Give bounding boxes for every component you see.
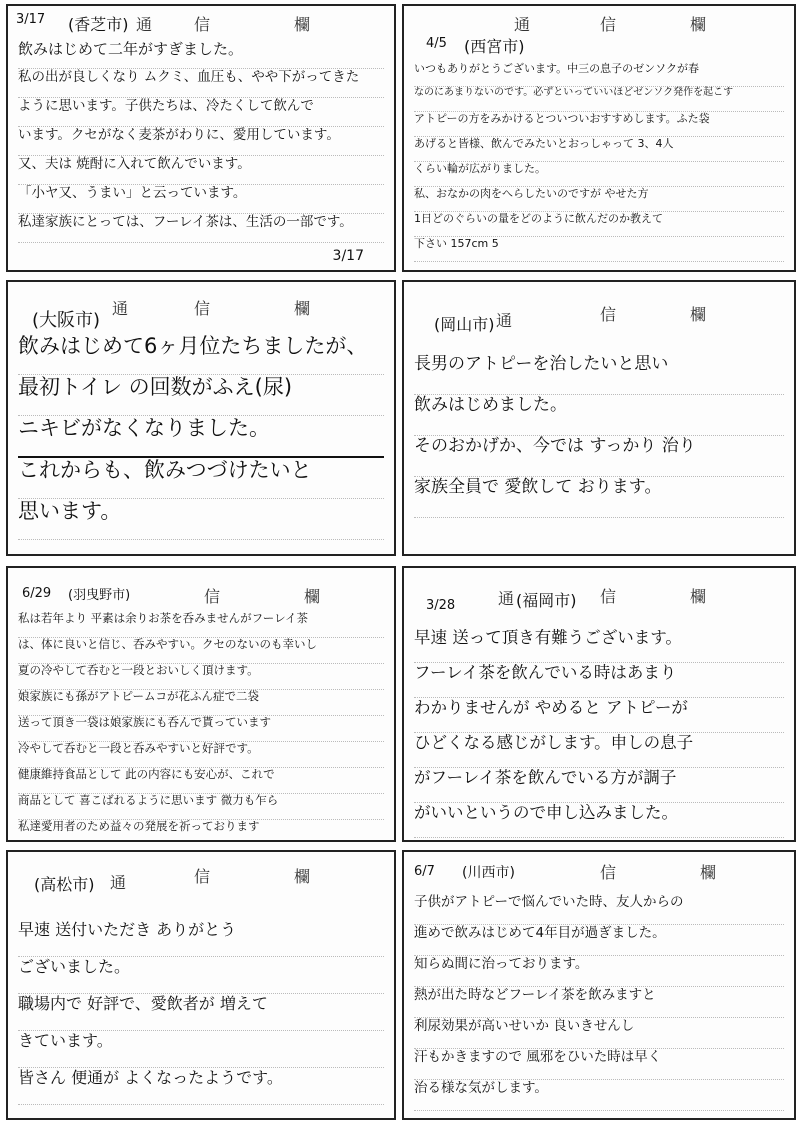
- header-ran: 欄: [690, 305, 707, 324]
- text-line: 思います。: [18, 499, 384, 540]
- text-line: 進めで飲みはじめて4年目が過ぎました。: [414, 925, 784, 956]
- card-location: (西宮市): [464, 37, 525, 56]
- header-tsu: 通: [110, 873, 127, 892]
- text-line: 私達愛用者のため益々の発展を祈っております: [18, 820, 384, 842]
- text-line: 冷やして呑むと一段と呑みやすいと好評です。: [18, 742, 384, 768]
- card-header: [8, 6, 394, 40]
- card-location: (大阪市): [32, 310, 101, 331]
- header-tsu: 通: [136, 15, 153, 34]
- text-line: 夏の冷やして呑むと一段とおいしく頂けます。: [18, 664, 384, 690]
- header-ran: 欄: [294, 15, 311, 34]
- postcard-habikino: [6, 566, 396, 842]
- text-line: あげると皆様、飲んでみたいとおっしゃって 3、4人: [414, 137, 784, 162]
- text-line: 早速 送付いただき ありがとう: [18, 920, 384, 957]
- header-ran: 欄: [690, 15, 707, 34]
- text-line: 子供がアトピーで悩んでいた時、友人からの: [414, 894, 784, 925]
- card-header: [8, 282, 394, 330]
- text-line: 私達家族にとっては、フーレイ茶は、生活の一部です。: [18, 214, 384, 243]
- text-line: 1日どのぐらいの量をどのように飲んだのか教えて: [414, 212, 784, 237]
- signature-date: 3/17: [332, 248, 364, 264]
- text-line: アトピーの方をみかけるとついついおすすめします。ふた袋: [414, 112, 784, 137]
- text-line: 早速 送って頂き有難うございます。: [414, 628, 784, 663]
- header-ran: 欄: [294, 299, 311, 318]
- header-shin: 信: [600, 863, 617, 882]
- text-line: ように思います。子供たちは、冷たくして飲んで: [18, 98, 384, 127]
- text-line: 飲みはじめて二年がすぎました。: [18, 40, 384, 69]
- text-line: 健康維持食品として 此の内容にも安心が、これで: [18, 768, 384, 794]
- text-line: ございました。: [18, 957, 384, 994]
- header-shin: 信: [194, 867, 211, 886]
- card-location: (福岡市): [516, 591, 577, 610]
- text-line: 知らぬ間に治っております。: [414, 956, 784, 987]
- text-line: 治る様な気がします。: [414, 1080, 784, 1111]
- card-body: [8, 330, 394, 540]
- text-line: 私の出が良しくなり ムクミ、血圧も、やや下がってきた: [18, 69, 384, 98]
- postcard-okayama: [402, 280, 796, 556]
- header-ran: 欄: [294, 867, 311, 886]
- card-header: [404, 6, 794, 56]
- card-date: 4/5: [426, 36, 447, 51]
- text-line: これからも、飲みつづけたいと: [18, 458, 384, 499]
- text-line: 飲みはじめました。: [414, 395, 784, 436]
- text-line: そのおかげか、今では すっかり 治り: [414, 436, 784, 477]
- text-line: わかりませんが やめると アトピーが: [414, 698, 784, 733]
- card-location: (香芝市): [68, 15, 129, 34]
- card-body: [404, 602, 794, 838]
- header-tsu: 通: [498, 589, 515, 608]
- header-shin: 信: [600, 15, 617, 34]
- card-body: [404, 334, 794, 518]
- header-shin: 信: [194, 15, 211, 34]
- card-header: [8, 568, 394, 606]
- text-line: 下さい 157cm 5: [414, 237, 784, 262]
- header-ran: 欄: [304, 587, 321, 606]
- text-line: 娘家族にも孫がアトピームコが花ふん症で二袋: [18, 690, 384, 716]
- text-line: がいいというので申し込みました。: [414, 803, 784, 838]
- card-body: [8, 40, 394, 243]
- text-line: 利尿効果が高いせいか 良いきせんし: [414, 1018, 784, 1049]
- text-line: フーレイ茶を飲んでいる時はあまり: [414, 663, 784, 698]
- text-line: いつもありがとうございます。中三の息子のゼンソクが春: [414, 62, 784, 87]
- text-line: 又、夫は 焼酎に入れて飲んでいます。: [18, 156, 384, 185]
- card-date: 6/7: [414, 864, 435, 879]
- card-date: 6/29: [22, 586, 52, 601]
- text-line: います。クセがなく麦茶がわりに、愛用しています。: [18, 127, 384, 156]
- text-line: ひどくなる感じがします。申しの息子: [414, 733, 784, 768]
- card-location: (川西市): [462, 865, 515, 881]
- card-date: 3/28: [426, 598, 456, 613]
- text-line: 汗もかきますので 風邪をひいた時は早く: [414, 1049, 784, 1080]
- text-line: 商品として 喜こばれるように思います 微力も乍ら: [18, 794, 384, 820]
- header-shin: 信: [204, 587, 221, 606]
- postcard-osaka: [6, 280, 396, 556]
- card-location: (高松市): [34, 875, 95, 894]
- text-line: ニキビがなくなりました。: [18, 416, 384, 458]
- text-line: 「小ヤ又、うまい」と云っています。: [18, 185, 384, 214]
- card-location: (岡山市): [434, 315, 495, 334]
- header-tsu: 通: [112, 299, 129, 318]
- postcard-kawanishi: [402, 850, 796, 1120]
- card-date: 3/17: [16, 12, 46, 27]
- text-line: 家族全員で 愛飲して おります。: [414, 477, 784, 518]
- card-header: [404, 852, 794, 892]
- text-line: がフーレイ茶を飲んでいる方が調子: [414, 768, 784, 803]
- card-header: [404, 568, 794, 613]
- text-line: 最初トイレ の回数がふえ(尿): [18, 375, 384, 416]
- text-line: くらい輪が広がりました。: [414, 162, 784, 187]
- postcard-takamatsu: [6, 850, 396, 1120]
- postcard-kashiba: [6, 4, 396, 272]
- card-body: [8, 602, 394, 842]
- text-line: 熱が出た時などフーレイ茶を飲みますと: [414, 987, 784, 1018]
- text-line: 長男のアトピーを治したいと思い: [414, 354, 784, 395]
- postcard-fukuoka: [402, 566, 796, 842]
- header-tsu: 通: [514, 15, 531, 34]
- text-line: 職場内で 好評で、愛飲者が 増えて: [18, 994, 384, 1031]
- text-line: 送って頂き一袋は娘家族にも呑んで貰っています: [18, 716, 384, 742]
- header-ran: 欄: [700, 863, 717, 882]
- card-body: [8, 896, 394, 1105]
- text-line: は、体に良いと信じ、呑みやすい。クセのないのも幸いし: [18, 638, 384, 664]
- header-tsu: 通: [496, 311, 513, 330]
- text-line: きています。: [18, 1031, 384, 1068]
- header-shin: 信: [194, 299, 211, 318]
- text-line: 皆さん 便通が よくなったようです。: [18, 1068, 384, 1105]
- postcard-nishinomiya: [402, 4, 796, 272]
- card-body: [404, 892, 794, 1111]
- header-ran: 欄: [690, 587, 707, 606]
- text-line: 私、おなかの肉をへらしたいのですが やせた方: [414, 187, 784, 212]
- card-header: [8, 852, 394, 896]
- text-line: 私は若年より 平素は余りお茶を呑みませんがフーレイ茶: [18, 612, 384, 638]
- header-shin: 信: [600, 305, 617, 324]
- text-line: なのにあまりないのです。必ずといっていいほどゼンソク発作を起こす: [414, 87, 784, 112]
- card-body: [404, 40, 794, 262]
- card-header: [404, 282, 794, 334]
- card-location: (羽曳野市): [68, 588, 131, 603]
- header-shin: 信: [600, 587, 617, 606]
- text-line: 飲みはじめて6ヶ月位たちましたが、: [18, 334, 384, 375]
